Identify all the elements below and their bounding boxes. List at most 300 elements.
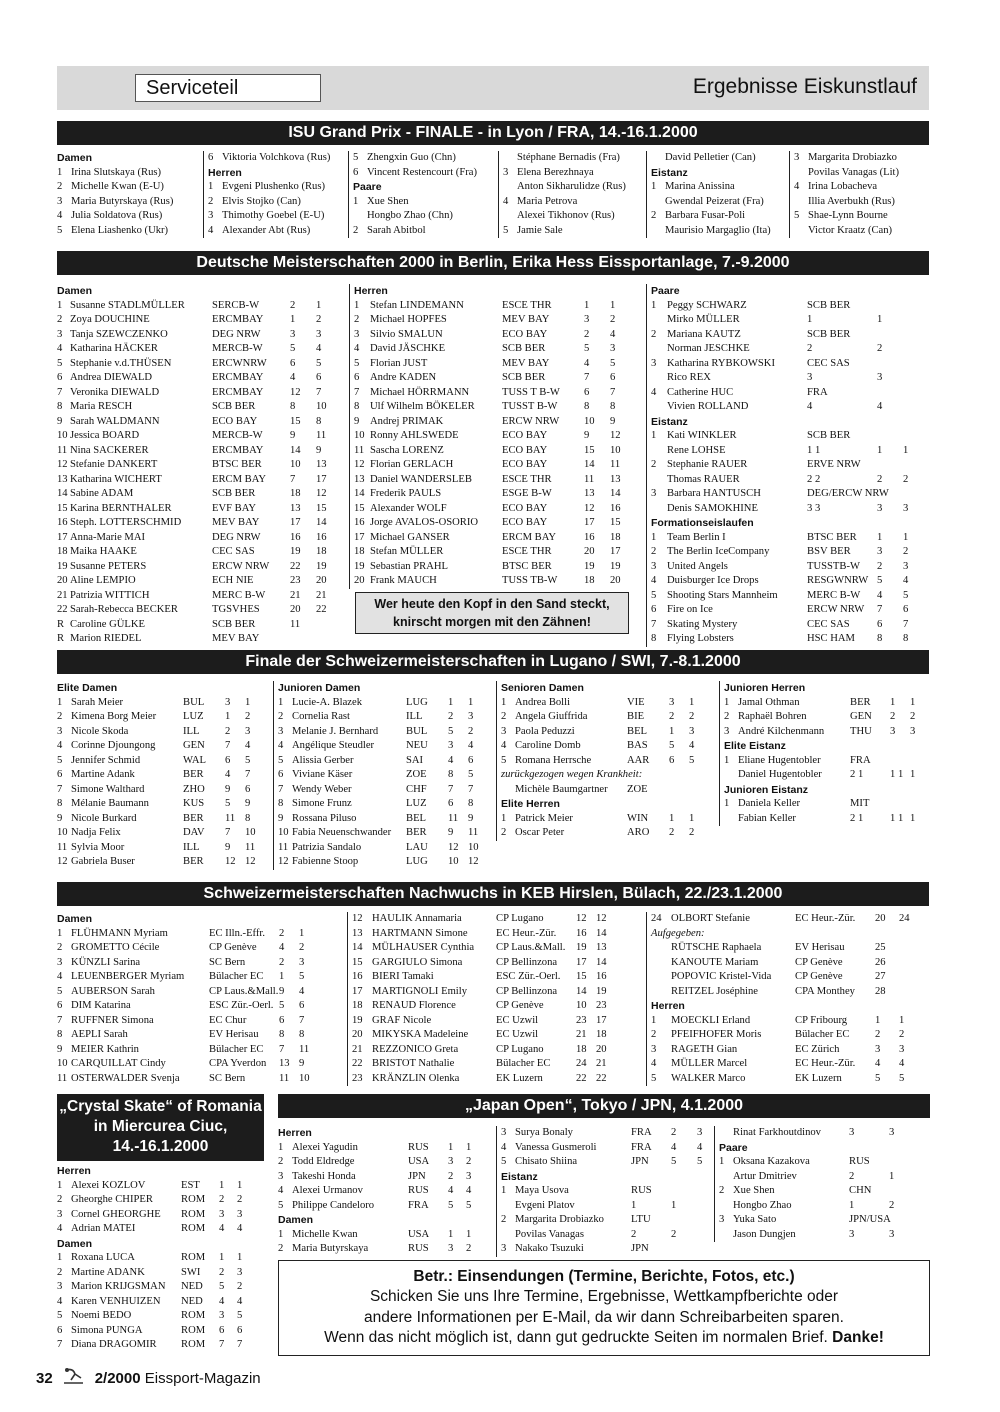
cell: 4 (875, 1058, 881, 1069)
result-row (651, 458, 930, 473)
cell: 2 (57, 942, 63, 953)
cell: 1 (448, 1228, 454, 1240)
cell: Caroline Domb (515, 740, 581, 751)
cell: 2 2 (807, 473, 821, 485)
cell: 11 (354, 444, 365, 456)
result-row (57, 1222, 264, 1237)
result-row (651, 371, 930, 386)
cell: 9 (225, 783, 231, 795)
cell: Philippe Candeloro (292, 1199, 375, 1211)
cell: JPN (631, 1156, 649, 1167)
cell: 5 (689, 754, 695, 766)
cell: BRISTOT Nathalie (372, 1058, 455, 1069)
cell: 2 1 (850, 812, 864, 824)
cell: SAI (406, 754, 424, 766)
cell: GROMETTO Cécile (71, 942, 160, 953)
cell: 14 (290, 444, 301, 456)
category-heading: Herren (278, 1127, 312, 1139)
cell: Skating Mystery (667, 618, 738, 630)
cell: Sarah WALDMANN (70, 415, 160, 427)
cell: RESGWNRW (807, 575, 869, 586)
cell: 11 (245, 841, 256, 853)
cell: 18 (596, 1029, 607, 1040)
cell: ILL (183, 841, 200, 853)
cell: 10 (245, 827, 256, 838)
cell: Illia Averbukh (Rus) (808, 195, 895, 207)
cell: 1 (877, 314, 883, 325)
category-heading: Damen (278, 1214, 314, 1226)
cell: Viktoria Volchkova (Rus) (222, 152, 331, 163)
cell: 3 (278, 725, 284, 737)
cell: REITZEL Joséphine (671, 985, 758, 997)
cell: 1 (689, 812, 695, 824)
note: Aufgegeben: (651, 927, 705, 939)
cell: Rinat Farkhoutdinov (733, 1127, 821, 1138)
cell: SC Bern (209, 956, 246, 968)
cell: 2 (279, 956, 285, 968)
cell: 8 (877, 633, 883, 644)
cell: 4 (697, 1141, 703, 1153)
cell (651, 400, 667, 415)
cell: 7 (299, 1014, 305, 1026)
cell: 4 (794, 181, 800, 192)
cell: 1 (671, 1199, 677, 1211)
cell: Florian JUST (370, 357, 428, 369)
cell: Nakako Tsuzuki (515, 1243, 584, 1254)
cell: 22 (576, 1072, 587, 1084)
cell: 7 (877, 604, 883, 615)
cell: ROM (181, 1252, 206, 1263)
cell: ERCM BAY (502, 531, 557, 543)
cell: Jamal Othman (738, 696, 800, 708)
cell: ESGE B-W (502, 488, 552, 499)
cell: ROM (181, 1324, 206, 1336)
cell: 7 (219, 1339, 225, 1350)
cell: 2 (875, 1029, 881, 1040)
result-row (278, 812, 493, 827)
result-row (354, 328, 641, 343)
cell: 4 (877, 401, 883, 412)
result-row (57, 299, 349, 314)
result-row (57, 589, 349, 604)
cell (353, 209, 367, 224)
cell: 11 (299, 1043, 310, 1055)
cell: 7 (245, 769, 251, 780)
cell: 7 (903, 618, 909, 630)
cell: 3 (849, 1228, 855, 1240)
cell: HARTMANN Simone (372, 927, 468, 939)
cell: 16 (354, 517, 365, 528)
cell: 2 (57, 1266, 63, 1278)
cell: EVF BAY (212, 502, 257, 514)
cell: BTSC BER (502, 560, 552, 572)
cell: ERCMBAY (212, 386, 264, 398)
cell: 20 (290, 604, 301, 615)
cell: 14 (584, 459, 595, 470)
cell: CHN (849, 1185, 872, 1196)
cell: 13 (596, 942, 607, 953)
cell: Fabienne Stoop (292, 856, 359, 867)
cell (877, 386, 903, 401)
cell: Paola Peduzzi (515, 725, 575, 737)
cell: Margarita Drobiazko (808, 152, 897, 163)
cell: Ulf Wilhelm BÖKELER (370, 401, 475, 412)
cell: Xue Shen (733, 1185, 775, 1196)
notice-thanks: Danke! (832, 1329, 884, 1346)
cell: 1 (468, 696, 474, 708)
cell (501, 783, 515, 798)
cell: Aline LEMPIO (70, 575, 136, 586)
result-row (57, 313, 349, 328)
cell: Jennifer Schmid (71, 754, 141, 766)
result-row (503, 166, 646, 181)
cell: EV Herisau (209, 1029, 259, 1040)
cell: 3 (877, 372, 883, 383)
cell: MOECKLI Erland (671, 1014, 751, 1026)
cell (877, 299, 903, 314)
result-row (352, 985, 642, 1000)
cell (903, 371, 921, 386)
result-row (501, 1213, 714, 1228)
cell: 2 (466, 1156, 472, 1167)
cell: Fire on Ice (667, 604, 713, 615)
cell: 23 (596, 1000, 607, 1011)
cell: 12 (448, 841, 459, 853)
cell (719, 1170, 733, 1185)
cell: 14 (576, 985, 587, 997)
cell: 3 (903, 502, 909, 514)
cell: 6 (245, 783, 251, 795)
result-row (719, 1228, 930, 1243)
result-row (57, 797, 276, 812)
cell: 5 (279, 1000, 285, 1011)
cell: 10 (278, 827, 289, 838)
result-row (651, 985, 930, 1000)
cell (889, 1155, 925, 1170)
s4-header: Schweizermeisterschaften Nachwuchs in KEB Hirslen, Bülach, 22./23.1.2000 (57, 882, 929, 906)
result-row (278, 1170, 496, 1185)
result-row (57, 458, 349, 473)
cell (651, 444, 667, 459)
cell: ERCW NRW (502, 415, 560, 427)
result-row (57, 195, 203, 210)
cell: 1 (669, 812, 675, 824)
cell: 17 (596, 1014, 607, 1026)
cell: 4 (501, 1141, 507, 1153)
cell: 1 (57, 1179, 63, 1191)
cell: 2 (316, 314, 322, 325)
cell: Daniela Keller (738, 798, 801, 809)
cell: CP Laus.&Mall. (209, 985, 279, 997)
cell: 20 (584, 546, 595, 557)
cell: Lucie-A. Blazek (292, 696, 363, 708)
cell: 6 (237, 1324, 243, 1336)
result-row (354, 487, 641, 502)
cell: 24 (899, 913, 910, 924)
cell: 7 (57, 783, 63, 795)
cell: 16 (576, 927, 587, 939)
cell: 5 (245, 754, 251, 766)
result-row (724, 754, 930, 769)
result-row (354, 502, 641, 517)
skater-logo-icon (61, 1366, 87, 1390)
cell: 9 (279, 985, 285, 997)
cell: EC Heur.-Zür. (795, 1058, 856, 1069)
cell: Simone Frunz (292, 798, 352, 809)
cell: Fabia Neuenschwander (292, 827, 392, 838)
result-row (57, 473, 349, 488)
cell: Raphaël Bohren (738, 711, 807, 722)
cell: 9 (354, 415, 360, 427)
result-row (503, 151, 646, 166)
cell: Jamie Sale (517, 224, 563, 236)
result-row (208, 195, 348, 210)
cell (925, 1126, 939, 1141)
result-row (278, 754, 493, 769)
result-row (353, 195, 498, 210)
cell: ESC Zür.-Oerl. (496, 971, 561, 982)
cell: Anton Sikharulidze (Rus) (517, 181, 626, 192)
result-row (503, 180, 646, 195)
cell: 4 (689, 740, 695, 751)
cell: 5 (875, 1072, 881, 1084)
cell: 1 (245, 696, 251, 708)
cell: 19 (584, 560, 595, 572)
cell: 1 (57, 1252, 63, 1263)
cell (503, 209, 517, 224)
cell: 6 (354, 372, 360, 383)
cell: 18 (354, 546, 365, 557)
page-number: 32 (36, 1369, 53, 1387)
cell: 12 (316, 488, 327, 499)
cell: Evgeni Plushenko (Rus) (222, 181, 325, 192)
cell: 2 (849, 1170, 855, 1182)
cell: 13 (57, 473, 68, 485)
result-row (794, 195, 930, 210)
cell: MEV BAY (212, 633, 260, 644)
cell: 14 (354, 488, 365, 499)
cell: 1 (651, 1014, 657, 1026)
result-row (57, 371, 349, 386)
cell: Marion KRIJGSMAN (71, 1281, 166, 1292)
cell (651, 224, 665, 239)
result-row (57, 328, 349, 343)
cell: 7 (225, 827, 231, 838)
cell: 2 (501, 711, 507, 722)
cell: 15 (316, 502, 327, 514)
cell: 4 (503, 195, 509, 207)
cell: 2 (651, 1029, 657, 1040)
result-row (57, 516, 349, 531)
cell: 2 (290, 299, 296, 311)
cell: BEL (627, 725, 648, 737)
result-row (354, 560, 641, 575)
s5-header: „Crystal Skate“ of Romania in Miercurea Ciuc, 14.-16.1.2000 (57, 1094, 264, 1161)
cell: 3 (503, 166, 509, 178)
cell: RUS (408, 1141, 429, 1153)
cell: ECH NIE (212, 575, 254, 586)
cell: 5 (468, 769, 474, 780)
cell: 15 (290, 415, 301, 427)
cell: 18 (584, 575, 595, 586)
cell: 13 (352, 927, 363, 939)
cell: 2 (899, 1029, 905, 1040)
cell: CP Bellinzona (496, 956, 558, 968)
cell: David JÄSCHKE (370, 343, 446, 354)
cell: 3 (501, 1243, 507, 1254)
result-row (651, 473, 930, 488)
cell: SWI (181, 1266, 201, 1278)
result-row (278, 1242, 496, 1257)
cell: 10 (610, 444, 621, 456)
result-row (57, 927, 347, 942)
result-row (501, 1242, 714, 1257)
result-row (501, 1228, 714, 1243)
result-row (651, 195, 789, 210)
cell (651, 502, 667, 517)
cell: 21 (596, 1058, 607, 1069)
cell: ECO BAY (502, 444, 548, 456)
category-heading: Damen (57, 285, 93, 297)
cell: Angélique Steudler (292, 740, 375, 751)
cell: RUFFNER Simona (71, 1014, 154, 1026)
cell: ECO BAY (502, 517, 548, 528)
cell: Noemi BEDO (71, 1310, 132, 1321)
cell: 9 (299, 1058, 305, 1069)
cell: 5 (651, 589, 657, 601)
cell: 11 (279, 1072, 290, 1084)
cell: SCB BER (807, 430, 851, 441)
cell: 9 (290, 430, 296, 441)
cell (877, 487, 903, 502)
cell: 6 (610, 372, 616, 383)
cell: 9 (57, 812, 63, 824)
result-row (57, 985, 347, 1000)
result-row (651, 941, 930, 956)
result-row (794, 180, 930, 195)
cell: FRA (850, 754, 871, 766)
result-row (651, 180, 789, 195)
cell: 1 (501, 1185, 507, 1196)
cell: Norman JESCHKE (667, 343, 750, 354)
cell: 2 (671, 1228, 677, 1240)
result-row (278, 783, 493, 798)
cell: 1 (651, 531, 657, 543)
cell: 6 (448, 798, 454, 809)
cell (794, 166, 808, 181)
result-row (724, 710, 930, 725)
cell: 2 (610, 314, 616, 325)
cell: 15 (610, 517, 621, 528)
result-row (651, 632, 930, 647)
cell: Zoya DOUCHINE (70, 314, 150, 325)
cell: 9 (57, 415, 63, 427)
cell: Oksana Kazakova (733, 1156, 810, 1167)
cell: 2 (57, 314, 63, 325)
cell: FRA (631, 1141, 652, 1153)
cell (877, 328, 903, 343)
cell (671, 1242, 697, 1257)
cell: PFEIFHOFER Moris (671, 1029, 762, 1040)
cell: 8 (57, 401, 63, 412)
result-row (501, 812, 716, 827)
result-row (501, 754, 716, 769)
cell: 1 (466, 1228, 472, 1240)
cell: 3 (278, 1170, 284, 1182)
cell: TUSST B-W (502, 401, 558, 412)
cell: 20 (610, 575, 621, 586)
cell: Todd Eldredge (292, 1156, 355, 1167)
result-row (278, 1184, 496, 1199)
result-row (354, 516, 641, 531)
cell: Nina SACKERER (70, 444, 149, 456)
result-row (651, 224, 789, 239)
cell: ROM (181, 1310, 206, 1321)
cell: 1 (466, 1141, 472, 1153)
result-row (354, 531, 641, 546)
result-row (651, 313, 930, 328)
cell: 1 (724, 798, 730, 809)
category-heading: Junioren Herren (724, 682, 806, 694)
cell: 11 (57, 841, 68, 853)
cell: Sarah Abitbol (367, 224, 426, 236)
cell: 2 (651, 328, 657, 340)
notice-line: andere Informationen per E-Mail, da wir dann Schreibarbeiten sparen. (364, 1308, 844, 1326)
cell: United Angels (667, 560, 728, 572)
cell: 1 (448, 1141, 454, 1153)
cell: 1 (719, 1156, 725, 1167)
cell: LUG (406, 856, 428, 867)
result-row (651, 342, 930, 357)
cell: Elvis Stojko (Can) (222, 195, 301, 207)
cell: 4 (219, 1223, 225, 1234)
cell (903, 487, 921, 502)
cell: NEU (406, 740, 428, 751)
cell: ERVE NRW (807, 459, 861, 470)
category-heading: Damen (57, 152, 93, 164)
result-row (57, 574, 349, 589)
result-row (57, 618, 349, 633)
cell: RUS (408, 1243, 429, 1254)
result-row (57, 1028, 347, 1043)
cell: 3 (610, 343, 616, 354)
cell: Wendy Weber (292, 783, 352, 795)
result-row (57, 357, 349, 372)
cell: 14 (57, 488, 68, 499)
category-heading: Elite Eistanz (724, 740, 786, 752)
cell: 4 (299, 985, 305, 997)
cell: BER (406, 827, 427, 838)
cell: Sarah-Rebecca BECKER (70, 604, 178, 615)
cell: THU (850, 725, 872, 737)
cell (903, 458, 921, 473)
cell: CEC SAS (807, 618, 850, 630)
cell: 1 1 (807, 444, 821, 456)
cell: MEV BAY (212, 517, 260, 528)
cell: Karina BERNTHALER (70, 502, 172, 514)
cell (925, 1170, 939, 1185)
result-row (501, 1141, 714, 1156)
cell: 8 (57, 1029, 63, 1040)
cell: 2 (225, 725, 231, 737)
cell: 3 (219, 1310, 225, 1321)
cell: 4 (899, 1058, 905, 1069)
cell (899, 941, 919, 956)
cell: Alexei Tikhonov (Rus) (517, 210, 615, 221)
cell: ROM (181, 1194, 206, 1205)
cell: 6 (468, 754, 474, 766)
cell: Sebastian PRAHL (370, 560, 448, 572)
